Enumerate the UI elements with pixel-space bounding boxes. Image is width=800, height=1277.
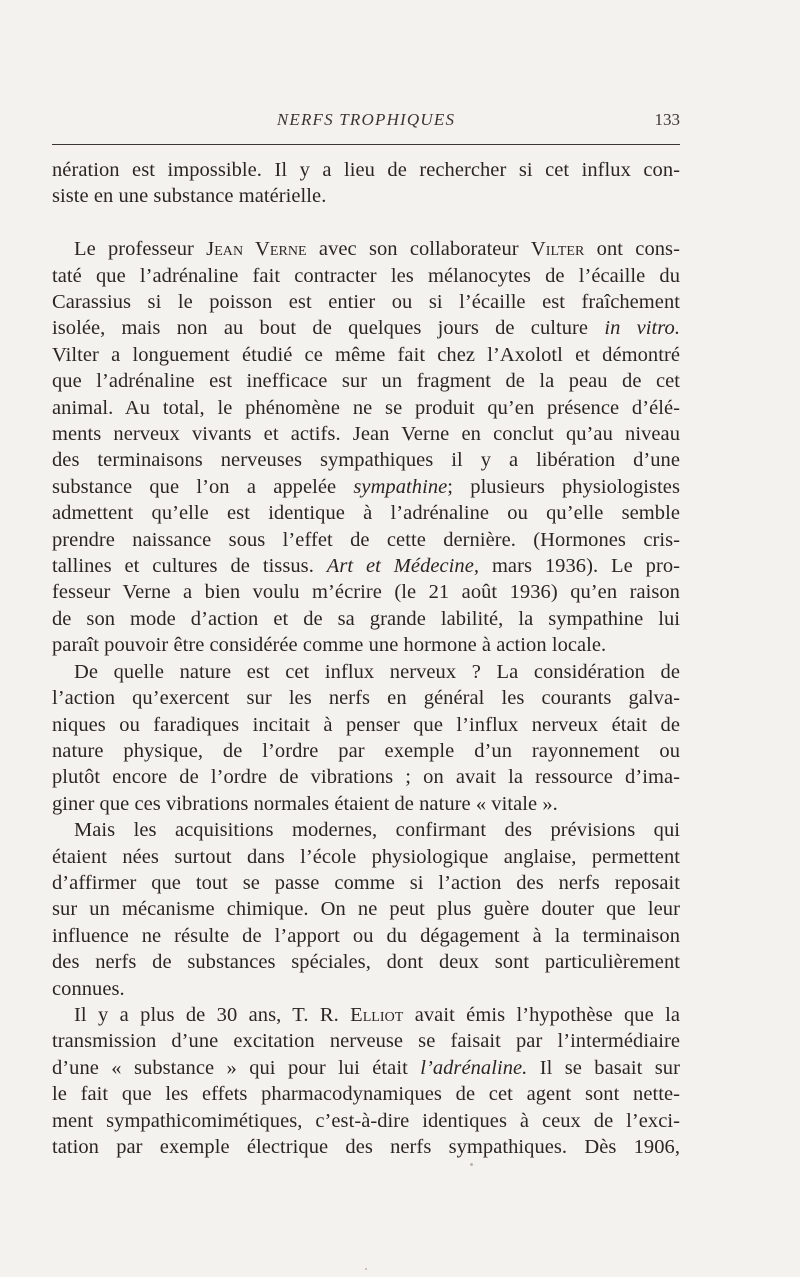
paragraph-gap: [52, 210, 680, 236]
text-line: sur un mécanisme chimique. On ne peut plus guère douter que leur: [52, 898, 680, 921]
text-line: Le professeur Jean Verne avec son collaborateur Vilter ont cons-: [74, 238, 680, 261]
text-line: isolée, mais non au bout de quelques jours de culture in vitro.: [52, 317, 680, 340]
text-line: tation par exemple électrique des nerfs sympathiques. Dès 1906,: [52, 1136, 680, 1159]
paper-speck: [365, 1268, 367, 1270]
text-line: substance que l’on a appelée sympathine; plusieurs physiologistes: [52, 475, 680, 498]
text-line: le fait que les effets pharmacodynamiques de cet agent sont nette-: [52, 1083, 680, 1106]
text-line: paraît pouvoir être considérée comme une hormone à action locale.: [52, 634, 607, 657]
text-line: l’action qu’exercent sur les nerfs en général les courants galva-: [52, 687, 680, 710]
author-name: Vilter: [530, 238, 585, 261]
text-line: animal. Au total, le phénomène ne se produit qu’en présence d’élé-: [52, 396, 680, 419]
text-line: connues.: [52, 977, 125, 1000]
text-line: transmission d’une excitation nerveuse se faisait par l’intermédiaire: [52, 1030, 680, 1053]
text-line: que l’adrénaline est inefficace sur un fragment de la peau de cet: [52, 370, 680, 393]
text-line: Vilter a longuement étudié ce même fait chez l’Axolotl et démontré: [52, 343, 680, 366]
text-line: prendre naissance sous l’effet de cette dernière. (Hormones cris-: [52, 528, 680, 551]
paper-speck: [470, 1163, 473, 1166]
journal-title: Art et Médecine,: [326, 555, 480, 578]
running-title: NERFS TROPHIQUES: [276, 110, 456, 129]
text-line: étaient nées surtout dans l’école physiologique anglaise, permettent: [52, 845, 680, 868]
italic-term: sympathine: [353, 475, 448, 498]
text-line: taté que l’adrénaline fait contracter les mélanocytes de l’écaille du: [52, 264, 680, 287]
text-line: d’une « substance » qui pour lui était l’adrénaline. Il se basait sur: [52, 1056, 680, 1079]
italic-term: l’adrénaline.: [420, 1056, 528, 1079]
text-line: Il y a plus de 30 ans, T. R. Elliot avait émis l’hypothèse que la: [74, 1003, 681, 1026]
text-line: siste en une substance matérielle.: [52, 185, 327, 208]
text-line: ments nerveux vivants et actifs. Jean Verne en conclut qu’au niveau: [52, 423, 680, 446]
running-head: [52, 110, 680, 132]
body-text: [52, 157, 680, 1160]
text-line: influence ne résulte de l’apport ou du dégagement à la terminaison: [52, 924, 680, 947]
text-line: tallines et cultures de tissus. Art et Médecine, mars 1936). Le pro-: [52, 555, 680, 578]
header-rule: [52, 144, 680, 145]
text-line: niques ou faradiques incitait à penser que l’influx nerveux était de: [52, 713, 680, 736]
text-line: Carassius si le poisson est entier ou si l’écaille est fraîchement: [52, 291, 680, 314]
text-line: ment sympathicomimétiques, c’est-à-dire identiques à ceux de l’exci-: [52, 1109, 680, 1132]
text-line: nature physique, de l’ordre par exemple d’un rayonnement ou: [52, 739, 680, 762]
text-line: fesseur Verne a bien voulu m’écrire (le 21 août 1936) qu’en raison: [52, 581, 680, 604]
text-line: plutôt encore de l’ordre de vibrations ; on avait la ressource d’ima-: [52, 766, 680, 789]
text-line: de son mode d’action et de sa grande labilité, la sympathine lui: [52, 607, 680, 630]
text-line: nération est impossible. Il y a lieu de rechercher si cet influx con-: [52, 159, 680, 181]
text-line: des terminaisons nerveuses sympathiques il y a libération d’une: [52, 449, 680, 472]
author-name: Elliot: [350, 1003, 404, 1026]
italic-term: in vitro.: [604, 317, 680, 340]
text-line: d’affirmer que tout se passe comme si l’action des nerfs reposait: [52, 871, 680, 894]
author-name: Jean Verne: [206, 238, 307, 261]
text-line: Mais les acquisitions modernes, confirmant des prévisions qui: [74, 819, 680, 842]
text-line: admettent qu’elle est identique à l’adrénaline ou qu’elle semble: [52, 502, 680, 525]
page-number: 133: [654, 110, 680, 129]
text-line: De quelle nature est cet influx nerveux ? La considération de: [74, 660, 680, 683]
text-line: des nerfs de substances spéciales, dont deux sont particulièrement: [52, 951, 680, 974]
text-line: giner que ces vibrations normales étaient de nature « vitale ».: [52, 792, 558, 815]
